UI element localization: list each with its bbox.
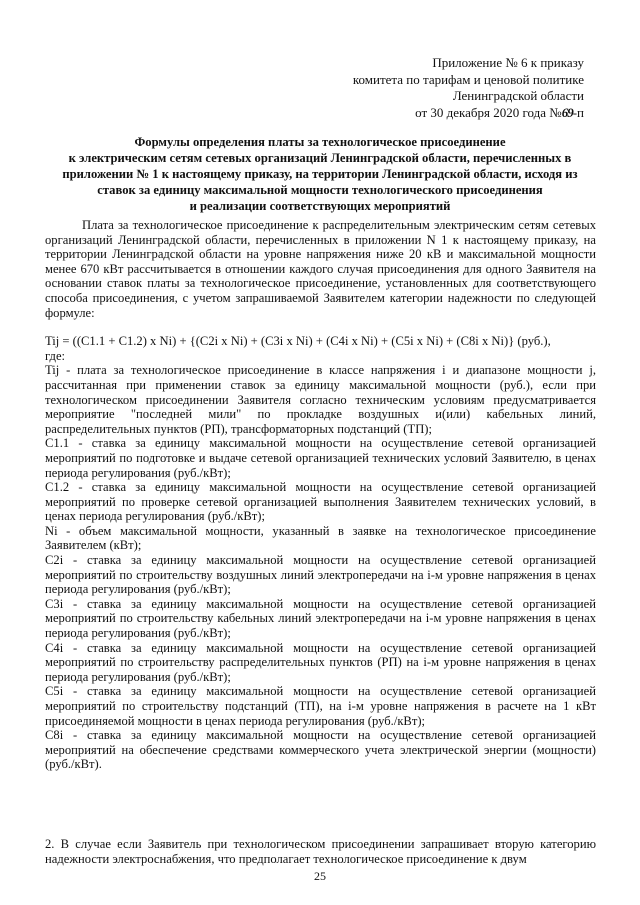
intro-paragraph: Плата за технологическое присоединение к распределительным электрическим сетям сетевых организаций Ленинградской области, перечисленных в приложении N 1 к настоящему приказу, на территории Ленинградской области на уровне напряжения ниже 20 кВ и максимальной мощности менее 670 кВт рассчитывается в отношении каждого случая присоединения для одного Заявителя на основании ставок платы за технологическое присоединение, установленных для соответствующего способа присоединения, с учетом запрашиваемой Заявителем категории надежности по следующей формуле: xyxy=(45,218,596,320)
document-body xyxy=(45,218,596,772)
definition-c11: C1.1 - ставка за единицу максимальной мощности на осуществление сетевой организацией мероприятий по подготовке и выдаче сетевой организацией технических условий Заявителю, в ценах периода регулирования (руб./кВт); xyxy=(45,436,596,480)
definition-c4i: C4i - ставка за единицу максимальной мощности на осуществление сетевой организацией мероприятий по строительству распределительных пунктов (РП) на i-м уровне напряжения в ценах периода регулирования (руб./кВт); xyxy=(45,640,596,684)
definition-tij: Tij - плата за технологическое присоединение в классе напряжения i и диапазоне мощности j, рассчитанная при применении ставок за единицу максимальной мощности (руб.), если при технологическом присоединении Заявителя согласно техническим условиям предусматривается мероприятие "последней мили" по прокладке воздушных и(или) кабельных линий, распределительных пунктов (РП), трансформаторных подстанций (ТП); xyxy=(45,363,596,436)
header-line-1: Приложение № 6 к приказу xyxy=(432,55,584,70)
title-line-5: и реализации соответствующих мероприятий xyxy=(189,199,451,213)
definition-ni: Ni - объем максимальной мощности, указанный в заявке на технологическое присоединение Заявителем (кВт); xyxy=(45,523,596,553)
definition-c2i: C2i - ставка за единицу максимальной мощности на осуществление сетевой организацией мероприятий по строительству воздушных линий электропередачи на i-м уровне напряжения в ценах периода регулирования (руб./кВт); xyxy=(45,553,596,597)
header-line-3: Ленинградской области xyxy=(452,88,584,104)
appendix-header xyxy=(304,55,584,121)
page-number: 25 xyxy=(314,869,326,883)
document-title xyxy=(44,134,596,214)
header-line-4 xyxy=(304,105,584,122)
definition-c12: C1.2 - ставка за единицу максимальной мощности на осуществление сетевой организацией мероприятий по проверке сетевой организацией выполнения Заявителем технических условий, в ценах периода регулирования (руб./кВт); xyxy=(45,480,596,524)
definition-c3i: C3i - ставка за единицу максимальной мощности на осуществление сетевой организацией мероприятий по строительству кабельных линий электропередачи на i-м уровне напряжения в ценах периода регулирования (руб./кВт); xyxy=(45,596,596,641)
header-suffix: -п xyxy=(572,104,584,120)
title-line-2: к электрическим сетям сетевых организаций Ленинградской области, перечисленных в xyxy=(68,151,572,165)
formula: Tij = ((C1.1 + C1.2) x Ni) + {(C2i x Ni) + (C3i x Ni) + (C4i x Ni) + (C5i x Ni) + (C8i x Ni)} (руб.), xyxy=(45,334,551,349)
header-line-2: комитета по тарифам и ценовой политике xyxy=(352,71,584,87)
definition-c5i: C5i - ставка за единицу максимальной мощности на осуществление сетевой организацией мероприятий по строительству подстанций (ТП), на i-м уровне напряжения в расчете на 1 кВт присоединяемой мощности в ценах периода регулирования (руб./кВт); xyxy=(45,684,596,728)
paragraph-2: 2. В случае если Заявитель при технологическом присоединении запрашивает вторую категорию надежности электроснабжения, что предполагает технологическое присоединение к двум xyxy=(45,836,596,866)
header-date: от 30 декабря 2020 года № xyxy=(415,104,562,120)
title-line-3: приложении № 1 к настоящему приказу, на территории Ленинградской области, исходя из xyxy=(62,167,578,181)
order-number-handwritten: 69 xyxy=(561,104,573,120)
where-label: где: xyxy=(45,348,66,363)
title-line-4: ставок за единицу максимальной мощности технологического присоединения xyxy=(97,183,543,197)
title-line-1: Формулы определения платы за технологическое присоединение xyxy=(134,135,506,149)
definition-c8i: C8i - ставка за единицу максимальной мощности на осуществление сетевой организацией мероприятий на обеспечение средствами коммерческого учета электрической энергии (мощности) (руб./кВт). xyxy=(45,728,596,772)
